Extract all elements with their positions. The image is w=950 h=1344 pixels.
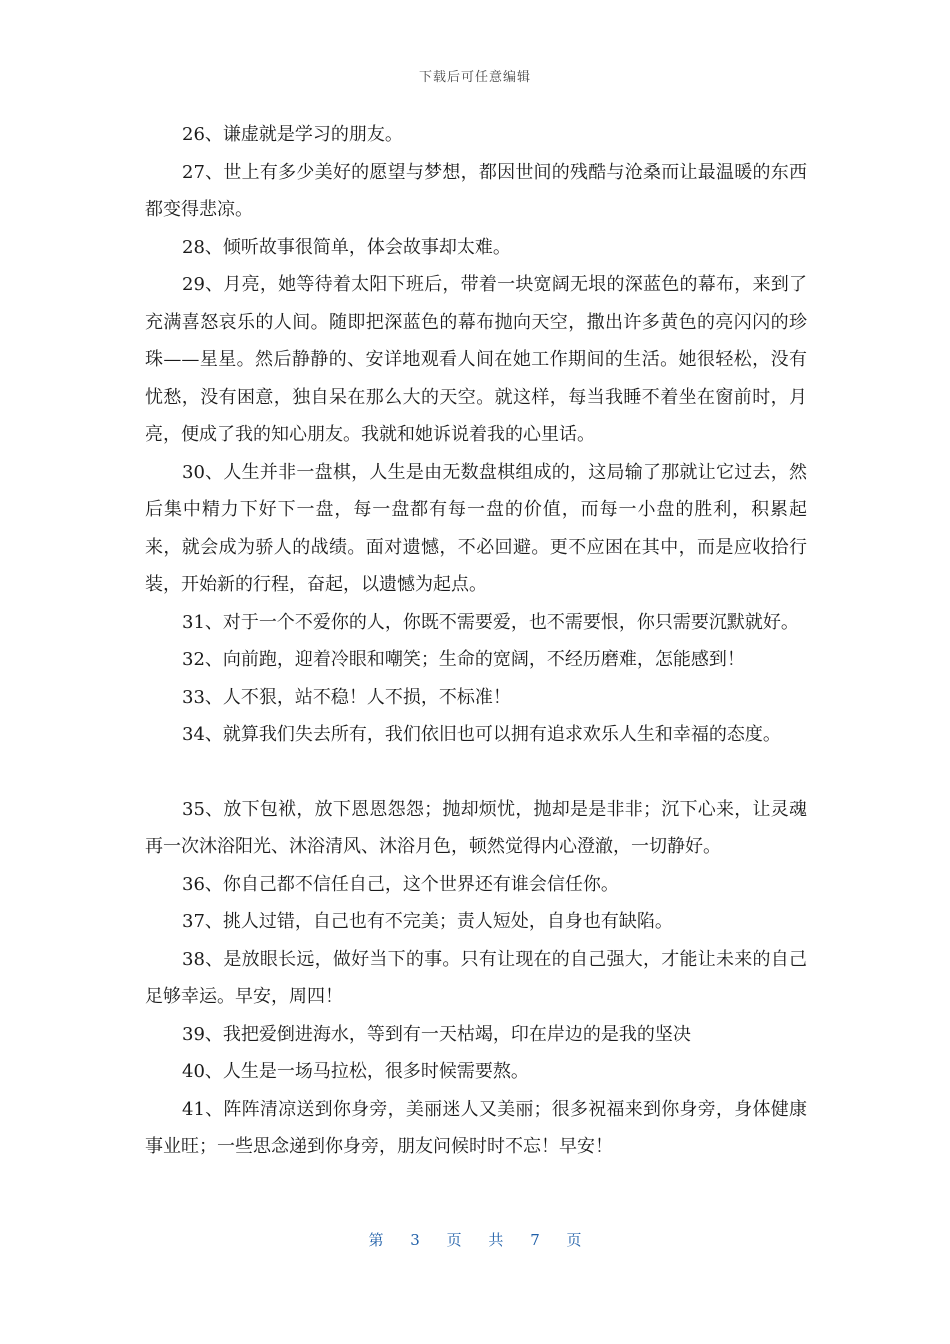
paragraph-37: 37、挑人过错，自己也有不完美；责人短处，自身也有缺陷。: [182, 911, 673, 932]
paragraph-36: 36、你自己都不信任自己，这个世界还有谁会信任你。: [182, 873, 619, 895]
paragraph-35: 35、放下包袱，放下恩恩怨怨；抛却烦忧，抛却是是非非；沉下心来，让灵魂再一次沐浴阳光、沐浴清风、沐浴月色，顿然觉得内心澄澈，一切静好。: [145, 798, 807, 857]
paragraph-34: 34、就算我们失去所有，我们依旧也可以拥有追求欢乐人生和幸福的态度。: [182, 724, 781, 745]
footer-current-page: 3: [410, 1231, 420, 1249]
paragraph-30: 30、人生并非一盘棋，人生是由无数盘棋组成的，这局输了那就让它过去，然后集中精力下好下一盘，每一盘都有每一盘的价值，而每一小盘的胜利，积累起来，就会成为骄人的战绩。面对遗憾，不必回避。更不应困在其中，而是应收拾行装，开始新的行程，奋起，以遗憾为起点。: [145, 461, 807, 595]
paragraph-29: 29、月亮，她等待着太阳下班后，带着一块宽阔无垠的深蓝色的幕布，来到了充满喜怒哀乐的人间。随即把深蓝色的幕布抛向天空，撒出许多黄色的亮闪闪的珍珠——星星。然后静静的、安详地观看人间在她工作期间的生活。她很轻松，没有忧愁，没有困意，独自呆在那么大的天空。就这样，每当我睡不着坐在窗前时，月亮，便成了我的知心朋友。我就和她诉说着我的心里话。: [145, 274, 807, 445]
footer-page-word: 页: [446, 1231, 462, 1249]
footer-total-pages: 7: [530, 1231, 540, 1249]
paragraph-41: 41、阵阵清凉送到你身旁，美丽迷人又美丽；很多祝福来到你身旁，身体健康事业旺；一些思念递到你身旁，朋友问候时时不忘！早安！: [145, 1098, 807, 1157]
paragraph-28: 28、倾听故事很简单，体会故事却太难。: [182, 236, 511, 258]
paragraph-33: 33、人不狠，站不稳！人不损，不标准！: [182, 686, 511, 708]
paragraph-27: 27、世上有多少美好的愿望与梦想，都因世间的残酷与沧桑而让最温暖的东西都变得悲凉。: [145, 161, 807, 220]
paragraph-39: 39、我把爱倒进海水，等到有一天枯竭，印在岸边的是我的坚决: [182, 1023, 691, 1045]
paragraph-40: 40、人生是一场马拉松，很多时候需要熬。: [182, 1061, 529, 1082]
footer-page-word-end: 页: [566, 1231, 582, 1249]
document-body: [145, 116, 807, 1166]
page-footer: [0, 1229, 950, 1250]
footer-total-label: 共: [488, 1231, 504, 1249]
paragraph-32: 32、向前跑，迎着冷眼和嘲笑；生命的宽阔，不经历磨难，怎能感到！: [182, 649, 745, 670]
footer-page-label: 第: [368, 1231, 384, 1249]
paragraph-26: 26、谦虚就是学习的朋友。: [182, 124, 403, 145]
paragraph-31: 31、对于一个不爱你的人，你既不需要爱，也不需要恨，你只需要沉默就好。: [182, 611, 799, 633]
page-header: 下载后可任意编辑: [418, 70, 531, 85]
paragraph-38: 38、是放眼长远，做好当下的事。只有让现在的自己强大，才能让未来的自己足够幸运。早安，周四！: [145, 948, 807, 1007]
